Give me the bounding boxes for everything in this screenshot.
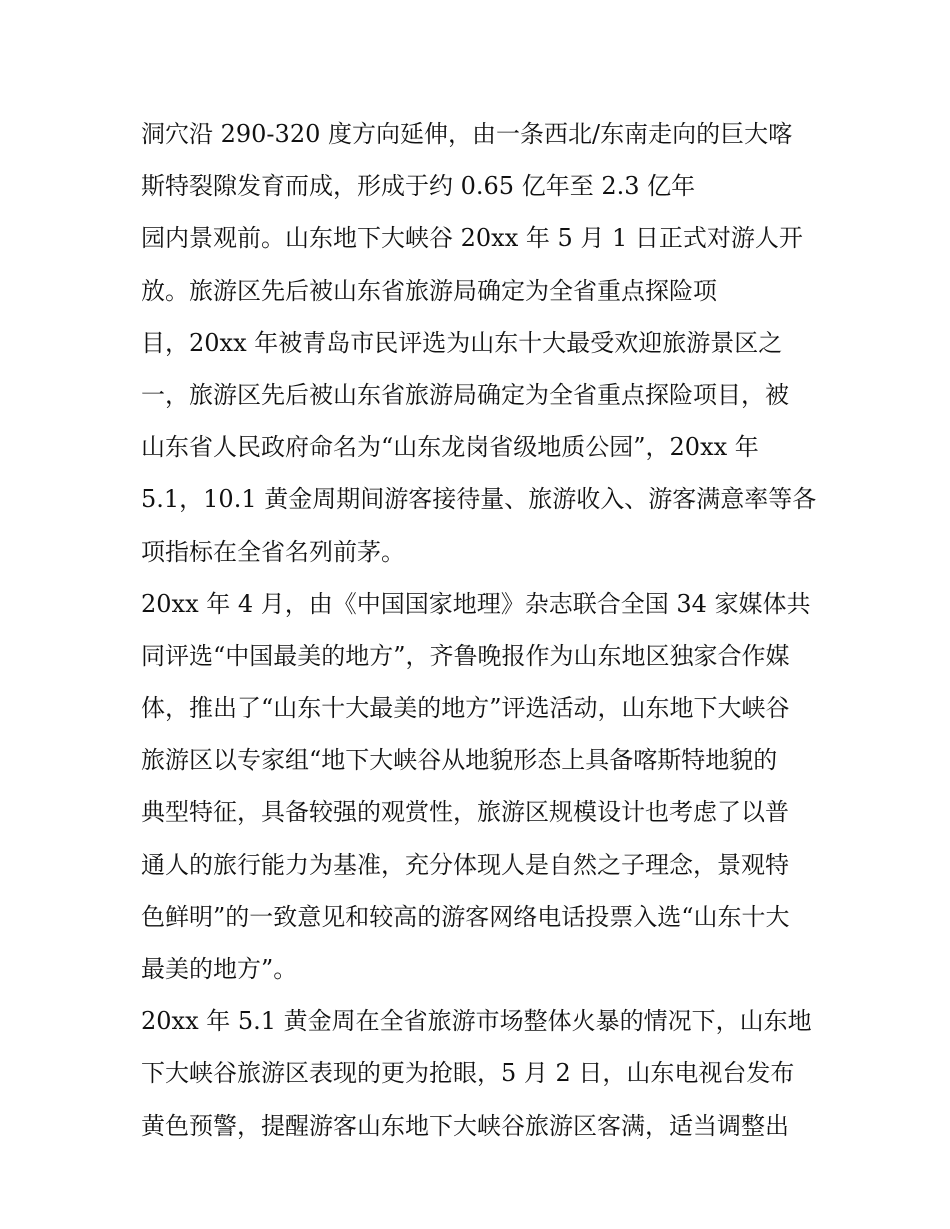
text-line: 体，推出了“山东十大最美的地方”评选活动，山东地下大峡谷 <box>141 694 790 723</box>
text-line: 斯特裂隙发育而成，形成于约 0.65 亿年至 2.3 亿年 <box>141 172 696 201</box>
text-line: 放。旅游区先后被山东省旅游局确定为全省重点探险项 <box>141 276 717 305</box>
text-line: 园内景观前。山东地下大峡谷 20xx 年 5 月 1 日正式对游人开 <box>141 224 803 253</box>
text-line: 下大峡谷旅游区表现的更为抢眼，5 月 2 日，山东电视台发布 <box>141 1059 795 1088</box>
text-line: 20xx 年 4 月，由《中国国家地理》杂志联合全国 34 家媒体共 <box>141 589 811 618</box>
text-line: 色鲜明”的一致意见和较高的游客网络电话投票入选“山东十大 <box>141 902 790 931</box>
text-line: 5.1，10.1 黄金周期间游客接待量、旅游收入、游客满意率等各 <box>141 485 817 514</box>
document-body <box>141 108 821 1152</box>
text-line: 最美的地方”。 <box>141 955 298 983</box>
text-line: 旅游区以专家组“地下大峡谷从地貌形态上具备喀斯特地貌的 <box>141 746 778 775</box>
text-line: 目，20xx 年被青岛市民评选为山东十大最受欢迎旅游景区之 <box>141 328 783 357</box>
text-line: 20xx 年 5.1 黄金周在全省旅游市场整体火暴的情况下，山东地 <box>141 1007 812 1036</box>
text-line: 黄色预警，提醒游客山东地下大峡谷旅游区客满，适当调整出 <box>141 1111 789 1140</box>
text-line: 洞穴沿 290-320 度方向延伸，由一条西北/东南走向的巨大喀 <box>141 120 793 148</box>
text-line: 山东省人民政府命名为“山东龙岗省级地质公园”，20xx 年 <box>141 433 759 462</box>
text-line: 典型特征，具备较强的观赏性，旅游区规模设计也考虑了以普 <box>141 798 789 827</box>
text-line: 一，旅游区先后被山东省旅游局确定为全省重点探险项目，被 <box>141 380 789 409</box>
text-line: 项指标在全省名列前茅。 <box>141 537 405 566</box>
text-line: 同评选“中国最美的地方”，齐鲁晚报作为山东地区独家合作媒 <box>141 641 790 670</box>
text-line: 通人的旅行能力为基准，充分体现人是自然之子理念，景观特 <box>141 850 789 879</box>
